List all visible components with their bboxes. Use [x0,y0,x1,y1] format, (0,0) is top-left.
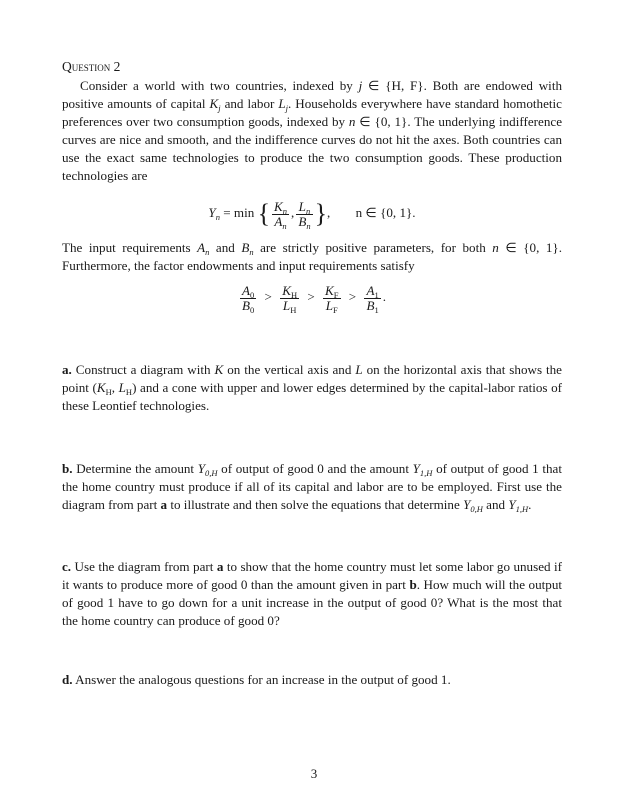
part-c: c. Use the diagram from part a to show that the home country must let some labor go unused if it wants to produce more of good 0 than the amount given in part b. How much will the output of good 1 have to go down for a unit increase in the output of good 0? What is the most that the home country can produce of good 0? [62,559,562,628]
document-page [62,58,562,689]
intro-paragraph: Consider a world with two countries, indexed by j ∈ {H, F}. Both are endowed with positive amounts of capital $K_j$ and labor $L_j$. Households everywhere have standard homothetic preferences over two consumption goods, indexed by n ∈ {0, 1}. The underlying indifference curves are nice and smooth, and the indifference curves do not hit the axes. Both countries can use the exact same technologies to produce the two consumption goods. These production technologies are [62,78,563,183]
question-title: Question 2 [62,59,121,74]
production-function-equation: $Y_n = \min$ { $\frac{K_n}{A_n}$ , $\frac{L_n}{B_n}$ }, n ∈ {0, 1}. [208,198,416,231]
endowment-inequality-equation: $\frac{A_0}{B_0}$ > $\frac{K_H}{L_H}$ > $\frac{K_F}{L_F}$ > $\frac{A_1}{B_1}$ . [242,282,386,315]
input-requirements-paragraph: The input requirements $A_n$ and $B_n$ are strictly positive parameters, for both n ∈ {0, 1}. Furthermore, the factor endowments and input requirements satisfy [62,240,562,273]
part-a: a. Construct a diagram with K on the vertical axis and L on the horizontal axis that shows the point ($K_H$, $L_H$) and a cone with upper and lower edges determined by the capital-labor ratios of these Leontief technologies. [62,362,562,413]
page-number: 3 [310,766,318,781]
part-b: b. Determine the amount $Y_{0,H}$ of output of good 0 and the amount $Y_{1,H}$ of output of good 1 that the home country must produce if all of its capital and labor are to be employed. First use the diagram from part a to illustrate and then solve the equations that determine $Y_{0,H}$ and $Y_{1,H}$. [62,461,562,514]
part-d: d. Answer the analogous questions for an increase in the output of good 1. [62,672,451,687]
